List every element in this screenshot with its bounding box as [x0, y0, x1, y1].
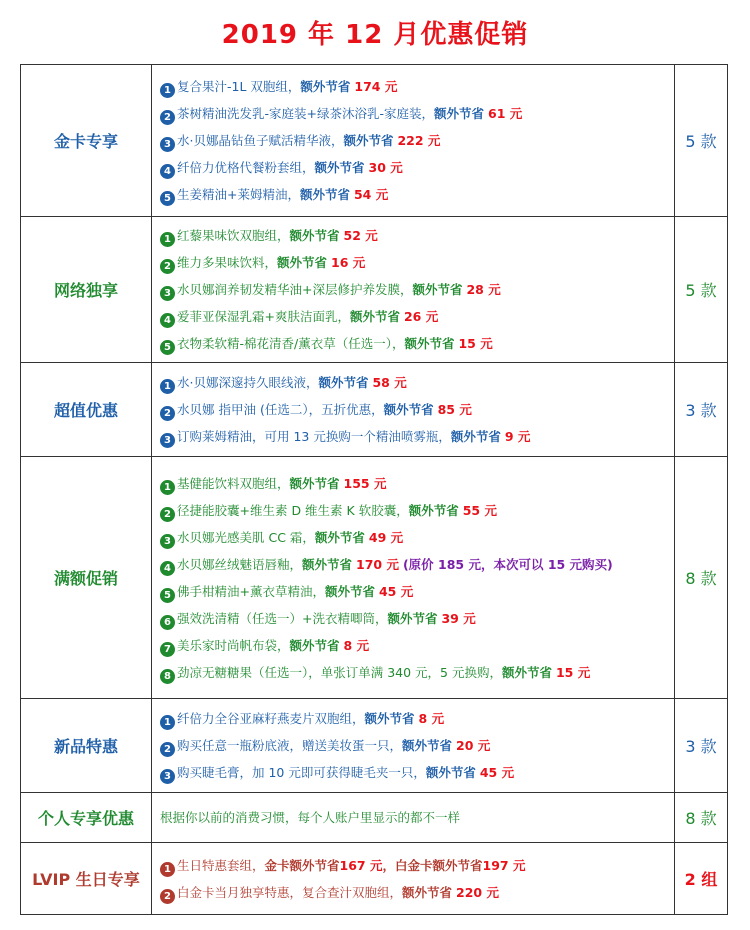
number-badge: 3	[160, 137, 175, 152]
item-name: 复合果汁-1L 双胞组，	[177, 79, 301, 94]
item-name: 水·贝娜深邃持久眼线液，	[177, 375, 319, 390]
savings-value: 8 元	[418, 711, 445, 726]
list-item	[160, 127, 674, 154]
number-badge: 7	[160, 642, 175, 657]
count-label: 5 款	[675, 65, 728, 217]
savings-value: 30 元	[368, 160, 403, 175]
count-label: 8 款	[675, 457, 728, 699]
item-name: 白金卡当月独享特惠，复合查汁双胞组，	[177, 884, 403, 900]
section-items	[152, 457, 675, 699]
number-badge: 3	[160, 769, 175, 784]
savings-label: 额外节省	[277, 255, 328, 270]
savings-label: 额外节省	[318, 375, 369, 390]
number-badge: 1	[160, 862, 175, 877]
section-items	[152, 793, 675, 843]
savings-value: 15 元	[555, 664, 591, 680]
list-item	[160, 632, 674, 659]
count-label: 8 款	[675, 793, 728, 843]
number-badge: 5	[160, 340, 175, 355]
item-name: 茶树精油洗发乳-家庭装+绿茶沐浴乳-家庭装，	[177, 106, 434, 121]
item-name: 美乐家时尚帆布袋，	[177, 637, 290, 653]
section-row	[21, 217, 728, 363]
category-label: 满额促销	[21, 457, 152, 699]
savings-value: 85 元	[437, 402, 472, 417]
item-name: 生姜精油+莱姆精油，	[177, 187, 300, 202]
list-item	[160, 879, 674, 906]
item-name: 维力多果味饮料，	[177, 255, 278, 270]
count-label: 2 组	[675, 843, 728, 915]
savings-value: 155 元	[343, 475, 387, 491]
list-item	[160, 659, 674, 686]
savings-label: 额外节省	[425, 765, 476, 780]
number-badge: 3	[160, 286, 175, 301]
savings-value: 61 元	[488, 106, 523, 121]
number-badge: 4	[160, 164, 175, 179]
savings-label: 额外节省	[434, 106, 485, 121]
item-name: 生日特惠套组，	[177, 857, 265, 873]
savings-label: 额外节省	[450, 429, 501, 444]
savings-value: 58 元	[372, 375, 407, 390]
item-name: 基健能饮料双胞组，	[177, 475, 290, 491]
item-name: 水贝娜润养韧发精华油+深层修护养发膜，	[177, 282, 413, 297]
section-row	[21, 843, 728, 915]
category-label: 网络独享	[21, 217, 152, 363]
savings-value: 49 元	[368, 529, 404, 545]
savings-label: 额外节省	[343, 133, 394, 148]
list-item	[160, 732, 674, 759]
count-label: 3 款	[675, 363, 728, 457]
savings-label: 额外节省	[314, 529, 365, 545]
number-badge: 2	[160, 889, 175, 904]
count-label: 3 款	[675, 699, 728, 793]
list-item	[160, 369, 674, 396]
item-name: 佛手柑精油+薰衣草精油，	[177, 583, 325, 599]
list-item	[160, 578, 674, 605]
number-badge: 1	[160, 379, 175, 394]
savings-value: 16 元	[331, 255, 366, 270]
list-item	[160, 759, 674, 786]
savings-value: 167 元	[339, 857, 383, 873]
personal-note: 根据你以前的消费习惯，每个人账户里显示的都不一样	[160, 810, 461, 825]
savings-label: 额外节省	[412, 282, 463, 297]
list-item	[160, 705, 674, 732]
item-name: 订购莱姆精油，可用 13 元换购一个精油喷雾瓶，	[177, 429, 451, 444]
savings-value: 174 元	[354, 79, 398, 94]
number-badge: 1	[160, 83, 175, 98]
section-row	[21, 699, 728, 793]
savings-value: 45 元	[479, 765, 515, 780]
list-item	[160, 852, 674, 879]
item-name: 强效洗清精（任选一）+洗衣精唧筒，	[177, 610, 388, 626]
category-label: 新品特惠	[21, 699, 152, 793]
savings-label: 额外节省	[364, 711, 415, 726]
number-badge: 2	[160, 406, 175, 421]
savings-value: 26 元	[403, 309, 439, 324]
item-name: 购买睫毛膏，加 10 元即可获得睫毛夹一只，	[177, 765, 426, 780]
item-name: 红藜果味饮双胞组，	[177, 228, 290, 243]
number-badge: 5	[160, 191, 175, 206]
savings-value: 55 元	[462, 502, 497, 518]
savings-value: 9 元	[504, 429, 531, 444]
savings-label: 额外节省	[324, 583, 375, 599]
savings-value: 20 元	[456, 738, 491, 753]
savings-label: 额外节省	[289, 228, 340, 243]
savings-label: 额外节省	[302, 556, 353, 572]
number-badge: 6	[160, 615, 175, 630]
number-badge: 4	[160, 313, 175, 328]
list-item	[160, 303, 674, 330]
count-label: 5 款	[675, 217, 728, 363]
list-item	[160, 276, 674, 303]
section-row	[21, 793, 728, 843]
item-name: 纤倍力优格代餐粉套组，	[177, 160, 315, 175]
number-badge: 8	[160, 669, 175, 684]
savings-value: 52 元	[343, 228, 378, 243]
number-badge: 4	[160, 561, 175, 576]
item-name: 水贝娜丝绒魅语唇釉，	[177, 556, 303, 572]
savings-label: 额外节省	[387, 610, 438, 626]
category-label: LVIP 生日专享	[21, 843, 152, 915]
category-label: 个人专享优惠	[21, 793, 152, 843]
number-badge: 1	[160, 715, 175, 730]
list-item	[160, 551, 674, 578]
section-row	[21, 65, 728, 217]
item-name: 纤倍力全谷亚麻籽燕麦片双胞组，	[177, 711, 365, 726]
item-name: 径捷能胶囊+维生素 D 维生素 K 软胶囊，	[177, 502, 409, 518]
savings-value: 220 元	[456, 884, 499, 900]
number-badge: 3	[160, 534, 175, 549]
savings-label: 额外节省	[289, 475, 340, 491]
savings-label: 金卡额外节省	[264, 857, 340, 873]
section-items	[152, 65, 675, 217]
list-item	[160, 100, 674, 127]
item-name: 水·贝娜晶钻鱼子赋活精华液，	[177, 133, 344, 148]
number-badge: 2	[160, 110, 175, 125]
category-label: 超值优惠	[21, 363, 152, 457]
number-badge: 2	[160, 259, 175, 274]
number-badge: 2	[160, 507, 175, 522]
savings-label: 额外节省	[300, 79, 351, 94]
savings-value: 54 元	[353, 187, 389, 202]
section-row	[21, 363, 728, 457]
savings-label: 额外节省	[408, 502, 459, 518]
category-label: 金卡专享	[21, 65, 152, 217]
savings-label: 额外节省	[383, 402, 434, 417]
number-badge: 2	[160, 742, 175, 757]
savings-value: 197 元	[482, 857, 526, 873]
list-item	[160, 222, 674, 249]
list-item	[160, 73, 674, 100]
savings-label: 额外节省	[402, 738, 453, 753]
number-badge: 3	[160, 433, 175, 448]
number-badge: 1	[160, 480, 175, 495]
section-items	[152, 217, 675, 363]
item-name: 购买任意一瓶粉底液，赠送美妆蛋一只，	[177, 738, 403, 753]
section-items	[152, 363, 675, 457]
savings-label: 额外节省	[299, 187, 350, 202]
page-title: 2019 年 12 月优惠促销	[221, 20, 529, 50]
number-badge: 1	[160, 232, 175, 247]
number-badge: 5	[160, 588, 175, 603]
item-name: 衣物柔软精-棉花清香/薰衣草（任选一），	[177, 336, 405, 351]
section-items	[152, 843, 675, 915]
savings-value: 222 元	[397, 133, 441, 148]
price-note: (原价 185 元，本次可以 15 元购买)	[402, 556, 613, 572]
savings-label: 额外节省	[404, 336, 455, 351]
savings-value: 8 元	[343, 637, 370, 653]
savings-label: 额外节省	[402, 884, 453, 900]
list-item	[160, 497, 674, 524]
savings-value: 45 元	[378, 583, 414, 599]
list-item	[160, 423, 674, 450]
savings-value: 39 元	[441, 610, 476, 626]
savings-label: 额外节省	[501, 664, 552, 680]
list-item	[160, 330, 674, 357]
savings-label: 额外节省	[314, 160, 365, 175]
list-item	[160, 605, 674, 632]
savings-label: 额外节省	[349, 309, 400, 324]
item-name: 劲凉无糖糖果（任选一），单张订单满 340 元，5 元换购，	[177, 664, 502, 680]
promo-table	[20, 64, 728, 915]
list-item	[160, 396, 674, 423]
item-name: 水贝娜 指甲油 (任选二），五折优惠，	[177, 402, 384, 417]
list-item	[160, 154, 674, 181]
savings-label: ，白金卡额外节省	[382, 857, 483, 873]
list-item	[160, 470, 674, 497]
list-item	[160, 181, 674, 208]
savings-value: 170 元	[356, 556, 399, 572]
section-row	[21, 457, 728, 699]
list-item	[160, 249, 674, 276]
section-items	[152, 699, 675, 793]
savings-label: 额外节省	[289, 637, 340, 653]
list-item	[160, 524, 674, 551]
savings-value: 15 元	[458, 336, 493, 351]
savings-value: 28 元	[466, 282, 501, 297]
item-name: 水贝娜光感美肌 CC 霜，	[177, 529, 315, 545]
item-name: 爱菲亚保湿乳霜+爽肤洁面乳，	[177, 309, 350, 324]
